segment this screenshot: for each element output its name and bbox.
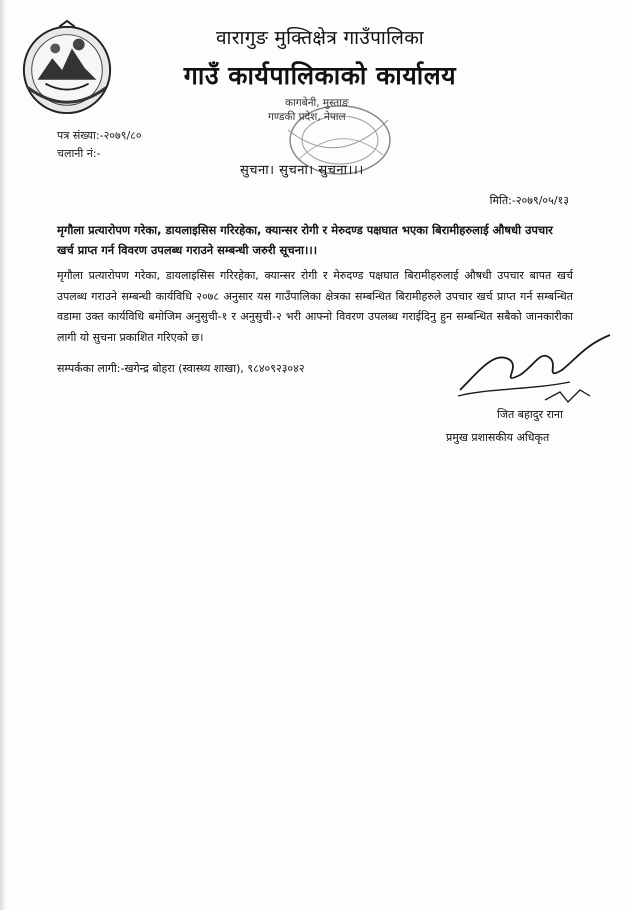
office-name: वारागुङ मुक्तिक्षेत्र गाउँपालिका xyxy=(215,27,425,49)
address-line-1: कागबेनी, मुस्ताङ xyxy=(285,97,349,109)
letter-number: पत्र संख्या:-२०७९/८० xyxy=(57,129,142,142)
signatory-title: प्रमुख प्रशासकीय अधिकृत xyxy=(446,431,550,444)
office-title: गाउँ कार्यपालिकाको कार्यालय xyxy=(183,61,457,90)
notice-subject: मृगौला प्रत्यारोपण गरेका, डायलाइसिस गरिरहेका, क्यान्सर रोगी र मेरुदण्ड पक्षघात भएका बिरामीहरुलाई औषधी उपचार खर्च प्राप्त गर्न विवरण उपलब्ध गराउने सम्बन्धी जरुरी सूचना।।। xyxy=(57,223,553,257)
notice-heading: सुचना। सुचना। सुचना।।। xyxy=(240,163,364,178)
dispatch-number: चलानी नं:- xyxy=(57,147,101,160)
scan-edge-shadow xyxy=(0,0,6,910)
notice-body: मृगौला प्रत्यारोपण गरेका, डायलाइसिस गरिरहेका, क्यान्सर रोगी र मेरुदण्ड पक्षघात बिरामीहरुलाई औषधी उपचार बापत खर्च उपलब्ध गराउने सम्बन्धी कार्यविधि २०७८ अनुसार यस गाउँपालिका क्षेत्रका सम्बन्धित बिरामीहरुले उपचार खर्च प्राप्त गर्न सम्बन्धित वडामा उक्त कार्यविधि बमोजिम अनुसुची-१ र अनुसुची-२ भरी आफ्नो विवरण उपलब्ध गराईदिनु हुन सम्बन्धित सबैको जानकारीका लागी यो सुचना प्रकाशित गरिएको छ। xyxy=(57,269,573,344)
address-line-2: गण्डकी प्रदेश, नेपाल xyxy=(268,111,346,123)
handwritten-signature-icon xyxy=(450,330,615,410)
letter-date: मिति:-२०७९/०५/१३ xyxy=(489,194,569,207)
signatory-name: जित बहादुर राना xyxy=(497,408,563,421)
nepal-government-emblem-icon xyxy=(18,18,116,118)
contact-line: सम्पर्कका लागी:-खगेन्द्र बोहरा (स्वास्थ्य शाखा), ९८४०९२३०४२ xyxy=(57,362,305,375)
